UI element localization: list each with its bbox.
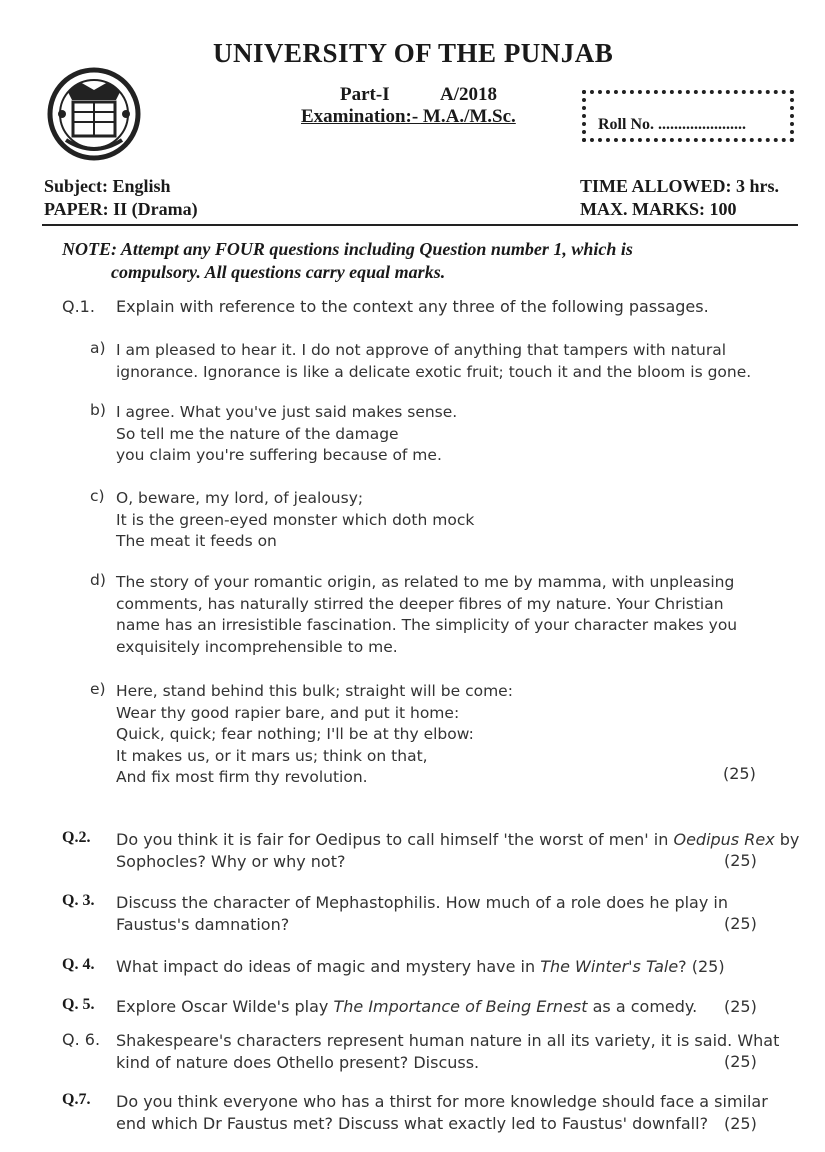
question-number: Q. 5. xyxy=(62,996,95,1013)
roll-number-label: Roll No. ...................... xyxy=(598,116,746,133)
passage-line: It is the green-eyed monster which doth mock xyxy=(116,510,475,529)
question-line: Do you think it is fair for Oedipus to call himself 'the worst of men' in Oedipus Rex by xyxy=(116,830,800,849)
question-number: Q. 4. xyxy=(62,956,95,973)
question-number: Q.2. xyxy=(62,829,91,846)
passage-line: And fix most firm thy revolution. xyxy=(116,768,368,786)
passage-letter: c) xyxy=(90,487,105,505)
passage-letter: b) xyxy=(90,401,106,419)
max-marks-label: MAX. MARKS: 100 xyxy=(580,199,737,219)
university-crest-icon xyxy=(46,62,142,166)
part-label: Part-I xyxy=(340,84,390,105)
passage-letter: d) xyxy=(90,571,106,589)
year-label: A/2018 xyxy=(440,84,497,105)
passage-line: I agree. What you've just said makes sense. xyxy=(116,403,458,421)
note-line-2: compulsory. All questions carry equal marks. xyxy=(111,262,446,282)
note-line-1: NOTE: Attempt any FOUR questions including Question number 1, which is xyxy=(62,239,633,259)
passage-letter: a) xyxy=(90,339,106,357)
passage-letter: e) xyxy=(90,680,106,698)
examination-label: Examination:- M.A./M.Sc. xyxy=(301,106,516,127)
work-title: The Importance of Being Ernest xyxy=(333,997,588,1016)
passage-line: Wear thy good rapier bare, and put it home: xyxy=(116,703,460,722)
passage-line: ignorance. Ignorance is like a delicate exotic fruit; touch it and the bloom is gone. xyxy=(116,362,752,381)
question-line: kind of nature does Othello present? Discuss. xyxy=(116,1053,480,1072)
passage-line: comments, has naturally stirred the deeper fibres of my nature. Your Christian xyxy=(116,594,724,613)
q1-number: Q.1. xyxy=(62,297,95,316)
question-line: What impact do ideas of magic and mystery have in The Winter's Tale? (25) xyxy=(116,957,725,976)
question-line: Sophocles? Why or why not? xyxy=(116,852,346,871)
subject-label: Subject: English xyxy=(44,176,171,196)
q1-text: Explain with reference to the context any three of the following passages. xyxy=(116,297,709,316)
work-title: Oedipus Rex xyxy=(673,830,775,849)
q1-marks: (25) xyxy=(723,764,756,783)
question-marks: (25) xyxy=(724,1114,757,1133)
roll-number-box[interactable] xyxy=(582,90,794,142)
question-line: Discuss the character of Mephastophilis. How much of a role does he play in xyxy=(116,893,728,912)
passage-line: It makes us, or it mars us; think on that, xyxy=(116,746,428,765)
instructions-note xyxy=(62,238,762,284)
question-number: Q. 3. xyxy=(62,892,95,909)
university-title: UNIVERSITY OF THE PUNJAB xyxy=(213,38,614,68)
passage-line: exquisitely incomprehensible to me. xyxy=(116,637,398,656)
question-line: Do you think everyone who has a thirst for more knowledge should face a similar xyxy=(116,1092,768,1111)
question-line: Shakespeare's characters represent human nature in all its variety, it is said. What xyxy=(116,1031,780,1050)
passage-line: So tell me the nature of the damage xyxy=(116,424,399,443)
question-number: Q. 6. xyxy=(62,1030,101,1049)
question-line: Faustus's damnation? xyxy=(116,915,290,934)
passage-line: O, beware, my lord, of jealousy; xyxy=(116,489,364,507)
question-number: Q.7. xyxy=(62,1091,91,1108)
passage-line: The story of your romantic origin, as related to me by mamma, with unpleasing xyxy=(116,573,735,591)
header-divider xyxy=(42,224,798,226)
passage-line: The meat it feeds on xyxy=(116,532,277,550)
passage-line: Here, stand behind this bulk; straight will be come: xyxy=(116,682,513,700)
question-marks: (25) xyxy=(724,851,757,870)
question-marks: (25) xyxy=(724,914,757,933)
question-line: Explore Oscar Wilde's play The Importance of Being Ernest as a comedy. xyxy=(116,997,698,1016)
passage-line: name has an irresistible fascination. The simplicity of your character makes you xyxy=(116,616,738,634)
question-marks: (25) xyxy=(724,997,757,1016)
time-allowed-label: TIME ALLOWED: 3 hrs. xyxy=(580,176,780,196)
passage-line: I am pleased to hear it. I do not approve of anything that tampers with natural xyxy=(116,341,727,359)
question-marks: (25) xyxy=(724,1052,757,1071)
question-line: end which Dr Faustus met? Discuss what exactly led to Faustus' downfall? xyxy=(116,1114,709,1133)
paper-label: PAPER: II (Drama) xyxy=(44,199,198,219)
passage-line: you claim you're suffering because of me. xyxy=(116,446,442,464)
passage-line: Quick, quick; fear nothing; I'll be at thy elbow: xyxy=(116,725,474,743)
work-title: The Winter's Tale xyxy=(540,957,679,976)
